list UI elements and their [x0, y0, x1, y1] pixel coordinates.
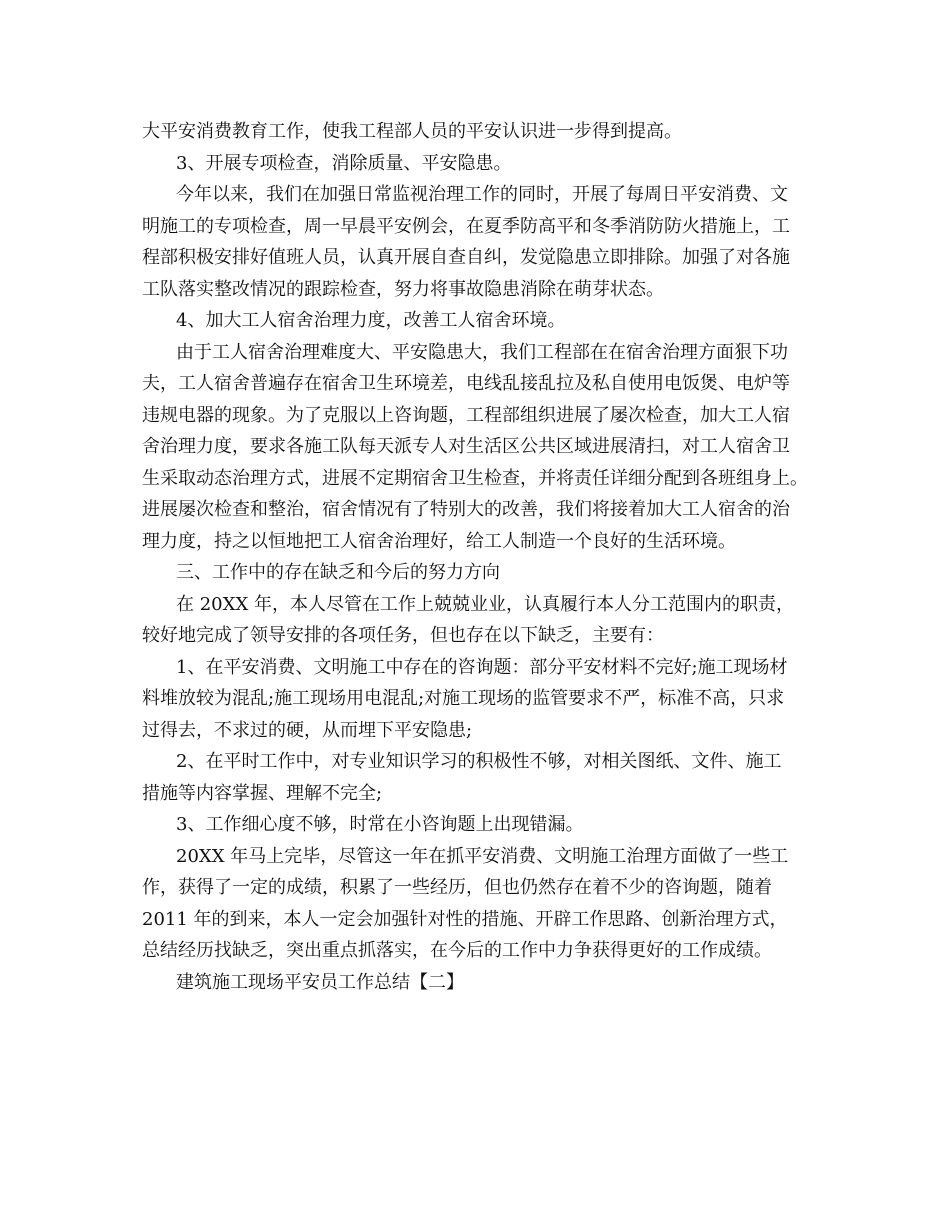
text-line: 进展屡次检查和整治，宿舍情况有了特别大的改善，我们将接着加大工人宿舍的治 — [142, 499, 790, 520]
text-line: 程部积极安排好值班人员，认真开展自查自纠，发觉隐患立即排除。加强了对各施 — [142, 247, 790, 268]
text-line: 较好地完成了领导安排的各项任务，但也存在以下缺乏，主要有： — [142, 625, 664, 646]
section-heading: 建筑施工现场平安员工作总结【二】 — [176, 971, 464, 993]
text-line: 3、工作细心度不够，时常在小咨询题上出现错漏。 — [176, 814, 584, 835]
text-line: 明施工的专项检查，周一早晨平安例会，在夏季防高平和冬季消防防火措施上，工 — [142, 215, 790, 237]
text-line: 生采取动态治理方式，进展不定期宿舍卫生检查，并将责任详细分配到各班组身上。 — [142, 467, 808, 489]
section-heading: 三、工作中的存在缺乏和今后的努力方向 — [176, 562, 500, 583]
text-line: 1、在平安消费、文明施工中存在的咨询题：部分平安材料不完好;施工现场材 — [176, 656, 788, 678]
text-line: 在 20XX 年，本人尽管在工作上兢兢业业，认真履行本人分工范围内的职责， — [176, 593, 794, 615]
text-line: 3、开展专项检查，消除质量、平安隐患。 — [176, 152, 512, 174]
text-line: 过得去，不求过的硬，从而埋下平安隐患; — [142, 719, 473, 741]
text-line: 由于工人宿舍治理难度大、平安隐患大，我们工程部在在宿舍治理方面狠下功 — [176, 341, 788, 363]
text-line: 舍治理力度，要求各施工队每天派专人对生活区公共区域进展清扫，对工人宿舍卫 — [142, 436, 790, 457]
text-line: 措施等内容掌握、理解不完全; — [142, 782, 383, 804]
text-line: 料堆放较为混乱;施工现场用电混乱;对施工现场的监管要求不严，标准不高，只求 — [142, 688, 785, 709]
text-line: 今年以来，我们在加强日常监视治理工作的同时，开展了每周日平安消费、文 — [176, 184, 788, 205]
document-body — [142, 116, 822, 998]
text-line: 总结经历找缺乏，突出重点抓落实，在今后的工作中力争获得更好的工作成绩。 — [142, 940, 772, 961]
text-line: 夫，工人宿舍普遍存在宿舍卫生环境差，电线乱接乱拉及私自使用电饭煲、电炉等 — [142, 373, 790, 394]
text-line: 2、在平时工作中，对专业知识学习的积极性不够，对相关图纸、文件、施工 — [176, 751, 782, 772]
text-line: 4、加大工人宿舍治理力度，改善工人宿舍环境。 — [176, 310, 566, 331]
text-line: 工队落实整改情况的跟踪检查，努力将事故隐患消除在萌芽状态。 — [142, 278, 664, 300]
text-line: 作，获得了一定的成绩，积累了一些经历，但也仍然存在着不少的咨询题，随着 — [142, 877, 772, 898]
text-line: 大平安消费教育工作，使我工程部人员的平安认识进一步得到提高。 — [142, 121, 682, 142]
text-line: 理力度，持之以恒地把工人宿舍治理好，给工人制造一个良好的生活环境。 — [142, 530, 736, 552]
text-line: 违规电器的现象。为了克服以上咨询题，工程部组织进展了屡次检查，加大工人宿 — [142, 404, 790, 426]
text-line: 2011 年的到来，本人一定会加强针对性的措施、开辟工作思路、创新治理方式， — [142, 908, 788, 930]
text-line: 20XX 年马上完毕，尽管这一年在抓平安消费、文明施工治理方面做了一些工 — [176, 845, 789, 867]
